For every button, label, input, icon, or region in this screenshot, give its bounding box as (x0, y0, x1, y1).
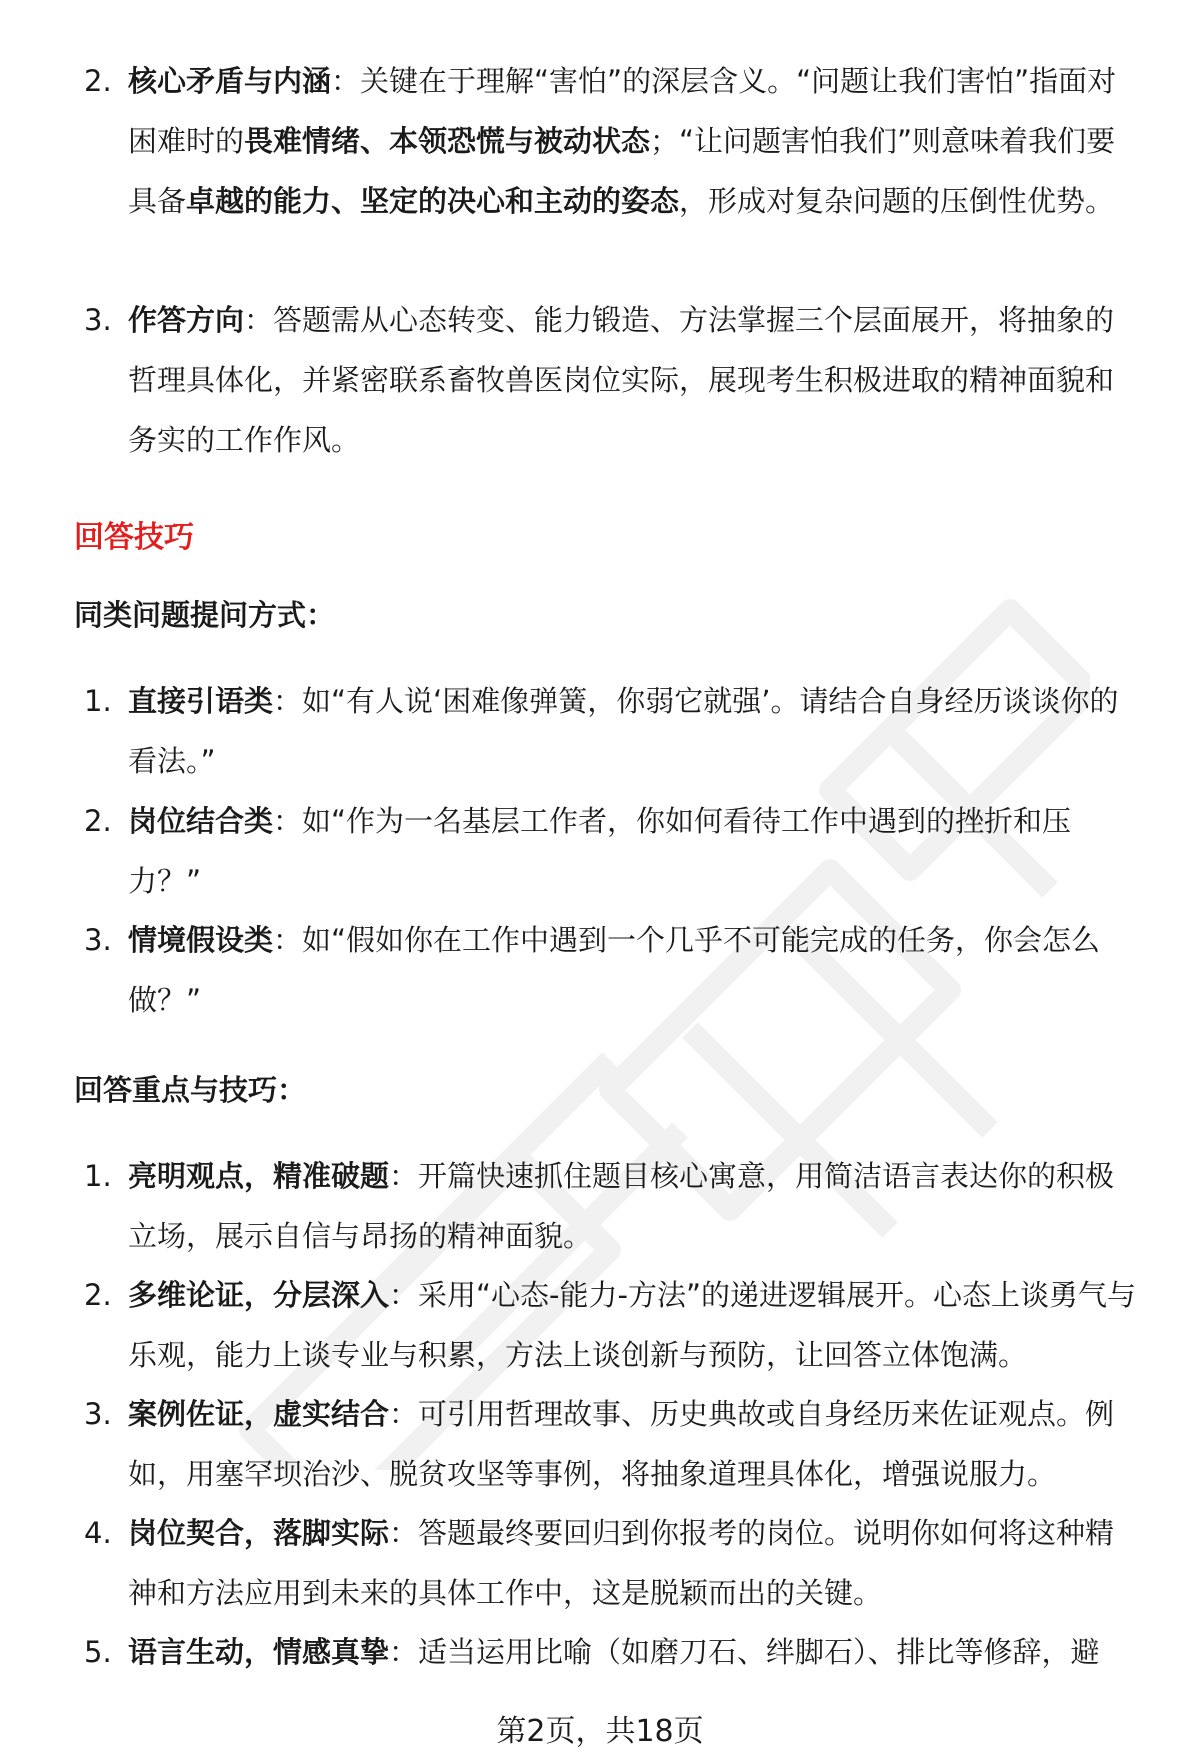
list-text: 作答方向：答题需从心态转变、能力锻造、方法掌握三个层面展开，将抽象的哲理具体化，并紧密联系畜牧兽医岗位实际，展现考生积极进取的精神面貌和务实的工作作风。 (128, 303, 1115, 457)
list-item (84, 51, 1140, 231)
list-number: 3. (84, 303, 112, 337)
key-points-title: 回答重点与技巧： (74, 1073, 307, 1107)
list-number: 3. (84, 923, 112, 957)
list-text: 岗位契合，落脚实际：答题最终要回归到你报考的岗位。说明你如何将这种精神和方法应用到未来的具体工作中，这是脱颖而出的关键。 (128, 1516, 1115, 1610)
similar-questions-title: 同类问题提问方式： (74, 598, 336, 632)
list-text: 直接引语类：如“有人说‘困难像弹簧，你弱它就强’。请结合自身经历谈谈你的看法。” (128, 684, 1119, 778)
list-number: 3. (84, 1397, 112, 1431)
list-number: 2. (84, 1278, 112, 1312)
list-item (84, 1503, 1140, 1623)
list-text: 亮明观点，精准破题：开篇快速抓住题目核心寓意，用简洁语言表达你的积极立场，展示自信与昂扬的精神面貌。 (128, 1159, 1115, 1253)
list-item (84, 290, 1140, 470)
section-title: 回答技巧 (74, 520, 194, 555)
list-text: 核心矛盾与内涵：关键在于理解“害怕”的深层含义。“问题让我们害怕”指面对困难时的畏难情绪、本领恐慌与被动状态；“让问题害怕我们”则意味着我们要具备卓越的能力、坚定的决心和主动的姿态，形成对复杂问题的压倒性优势。 (128, 64, 1117, 218)
list-number: 5. (84, 1635, 112, 1669)
list-number: 2. (84, 64, 112, 98)
list-item (84, 1265, 1140, 1385)
list-number: 2. (84, 804, 112, 838)
list-item (84, 910, 1140, 1030)
list-item (84, 1622, 1140, 1682)
list-text: 多维论证，分层深入：采用“心态-能力-方法”的递进逻辑展开。心态上谈勇气与乐观，能力上谈专业与积累，方法上谈创新与预防，让回答立体饱满。 (128, 1278, 1136, 1372)
list-item (84, 1384, 1140, 1504)
list-text: 案例佐证，虚实结合：可引用哲理故事、历史典故或自身经历来佐证观点。例如，用塞罕坝治沙、脱贫攻坚等事例，将抽象道理具体化，增强说服力。 (128, 1397, 1115, 1491)
list-text: 语言生动，情感真挚：适当运用比喻（如磨刀石、绊脚石）、排比等修辞，避 (128, 1635, 1100, 1669)
list-item (84, 1146, 1140, 1266)
list-number: 1. (84, 1159, 112, 1193)
list-item (84, 791, 1140, 911)
list-number: 1. (84, 684, 112, 718)
list-item (84, 671, 1140, 791)
page-footer: 第2页，共18页 (496, 1714, 704, 1749)
list-text: 岗位结合类：如“作为一名基层工作者，你如何看待工作中遇到的挫折和压力？” (128, 804, 1072, 898)
list-text: 情境假设类：如“假如你在工作中遇到一个几乎不可能完成的任务，你会怎么做？” (128, 923, 1101, 1017)
list-number: 4. (84, 1516, 112, 1550)
